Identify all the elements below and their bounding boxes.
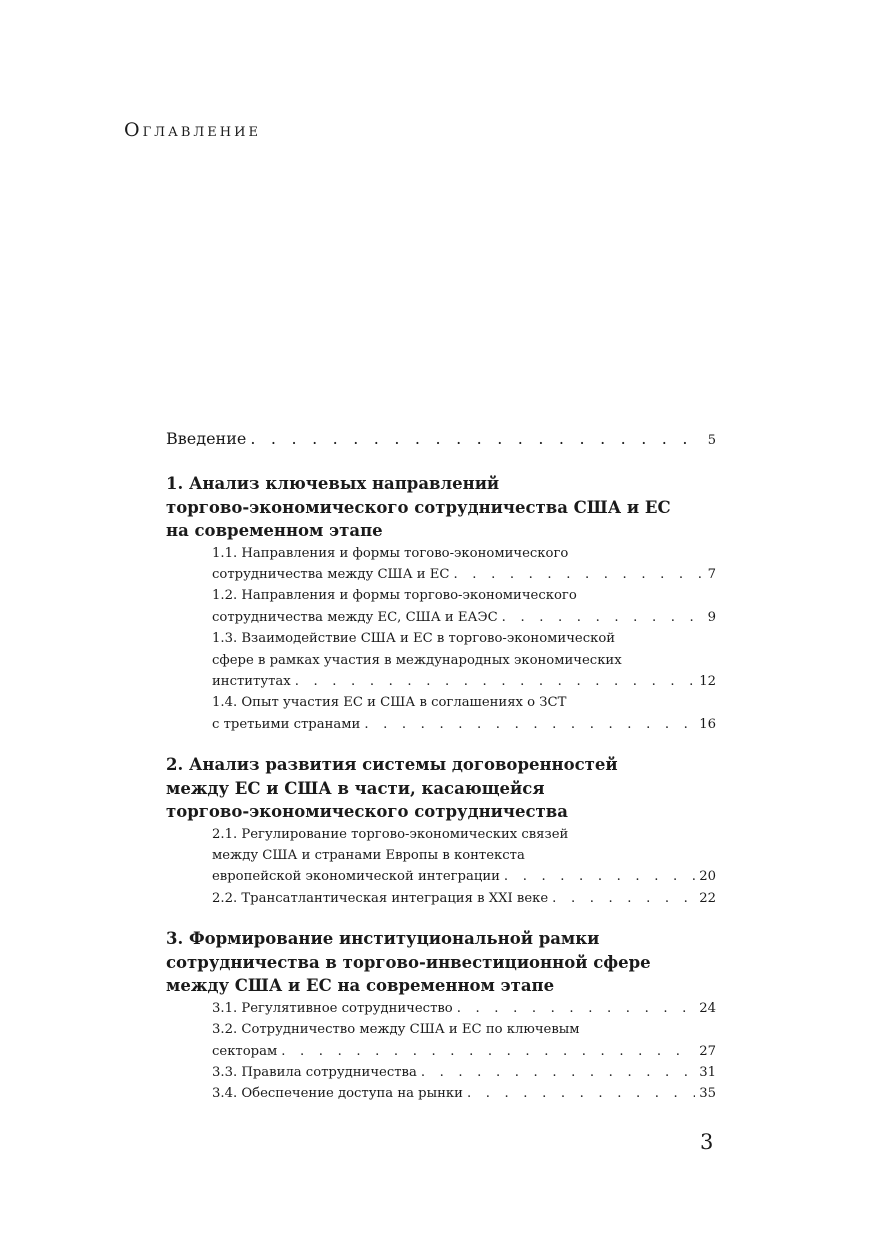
dot-leader bbox=[552, 888, 695, 909]
dot-leader bbox=[504, 866, 695, 887]
section-line: 1.4. Опыт участия ЕС и США в соглашениях о ЗСТ bbox=[212, 695, 567, 711]
chapter-title-line: 1. Анализ ключевых направлений bbox=[166, 474, 500, 493]
toc-section-3-3[interactable] bbox=[166, 1062, 716, 1083]
section-line: 1.3. Взаимодействие США и ЕС в торгово-экономической bbox=[212, 631, 616, 647]
toc-section-3-2[interactable] bbox=[166, 1019, 716, 1062]
page-title: Оглавление bbox=[124, 119, 261, 141]
section-line: институтах bbox=[212, 673, 291, 689]
dot-leader bbox=[467, 1083, 695, 1104]
toc-page-number: 20 bbox=[699, 869, 716, 885]
section-line: европейской экономической интеграции bbox=[212, 869, 500, 885]
toc-section-3-1[interactable] bbox=[166, 998, 716, 1019]
section-line: сотрудничества между ЕС, США и ЕАЭС bbox=[212, 609, 498, 625]
toc-section-1-1[interactable] bbox=[166, 543, 716, 586]
section-line: сотрудничества между США и ЕС bbox=[212, 566, 450, 582]
section-line: секторам bbox=[212, 1043, 278, 1059]
dot-leader bbox=[295, 671, 696, 692]
toc-entry-label: Введение bbox=[166, 429, 247, 448]
chapter-title[interactable] bbox=[166, 927, 716, 998]
page-number: 3 bbox=[700, 1130, 714, 1154]
dot-leader bbox=[454, 564, 704, 585]
toc-section-3-4[interactable] bbox=[166, 1083, 716, 1104]
chapter-title-line: торгово-экономического сотрудничества bbox=[166, 802, 568, 822]
dot-leader bbox=[457, 998, 695, 1019]
section-line: между США и странами Европы в контекста bbox=[212, 848, 525, 864]
section-line: 3.4. Обеспечение доступа на рынки bbox=[212, 1086, 463, 1102]
toc-page-number: 12 bbox=[699, 673, 716, 689]
toc-chapter-3 bbox=[166, 927, 716, 1105]
dot-leader bbox=[364, 714, 695, 735]
toc-page-number: 5 bbox=[707, 433, 716, 448]
toc-page-number: 24 bbox=[699, 1000, 716, 1016]
chapter-title-line: на современном этапе bbox=[166, 521, 383, 540]
toc-section-2-1[interactable] bbox=[166, 824, 716, 888]
toc-page-number: 22 bbox=[699, 890, 716, 906]
dot-leader bbox=[502, 607, 704, 628]
toc-section-2-2[interactable] bbox=[166, 888, 716, 909]
toc-chapter-1 bbox=[166, 472, 716, 735]
chapter-title-line: торгово-экономического сотрудничества США и ЕС bbox=[166, 497, 671, 517]
toc-chapter-2 bbox=[166, 753, 716, 909]
chapter-title[interactable] bbox=[166, 753, 716, 824]
toc-page-number: 35 bbox=[699, 1086, 716, 1102]
toc-entry-intro[interactable] bbox=[166, 428, 716, 452]
chapter-title-line: сотрудничества в торгово-инвестиционной сфере bbox=[166, 952, 651, 972]
toc-page-number: 16 bbox=[699, 716, 716, 732]
section-line: 1.2. Направления и формы торгово-экономического bbox=[212, 588, 577, 604]
section-line: 3.1. Регулятивное сотрудничество bbox=[212, 1000, 453, 1016]
chapter-title-line: между ЕС и США в части, касающейся bbox=[166, 778, 545, 798]
toc-section-1-4[interactable] bbox=[166, 692, 716, 735]
section-line: 2.2. Трансатлантическая интеграция в XXI веке bbox=[212, 890, 549, 906]
section-line: сфере в рамках участия в международных экономических bbox=[212, 652, 622, 668]
dot-leader bbox=[421, 1062, 695, 1083]
chapter-title-line: 2. Анализ развития системы договоренностей bbox=[166, 755, 618, 775]
section-line: 3.3. Правила сотрудничества bbox=[212, 1065, 417, 1080]
toc-page-number: 27 bbox=[699, 1043, 716, 1059]
chapter-title[interactable] bbox=[166, 472, 716, 543]
dot-leader bbox=[250, 428, 703, 450]
section-line: 1.1. Направления и формы тогово-экономического bbox=[212, 545, 569, 561]
toc-page-number: 31 bbox=[699, 1065, 716, 1080]
section-line: с третьими странами bbox=[212, 716, 361, 732]
section-line: 3.2. Сотрудничество между США и ЕС по ключевым bbox=[212, 1022, 580, 1038]
section-line: 2.1. Регулирование торгово-экономических связей bbox=[212, 826, 569, 842]
dot-leader bbox=[281, 1041, 695, 1062]
table-of-contents bbox=[166, 428, 716, 1123]
toc-page-number: 9 bbox=[707, 609, 716, 625]
toc-section-1-3[interactable] bbox=[166, 628, 716, 692]
chapter-title-line: между США и ЕС на современном этапе bbox=[166, 976, 555, 996]
toc-section-1-2[interactable] bbox=[166, 585, 716, 628]
toc-page-number: 7 bbox=[707, 566, 716, 582]
chapter-title-line: 3. Формирование институциональной рамки bbox=[166, 929, 600, 949]
